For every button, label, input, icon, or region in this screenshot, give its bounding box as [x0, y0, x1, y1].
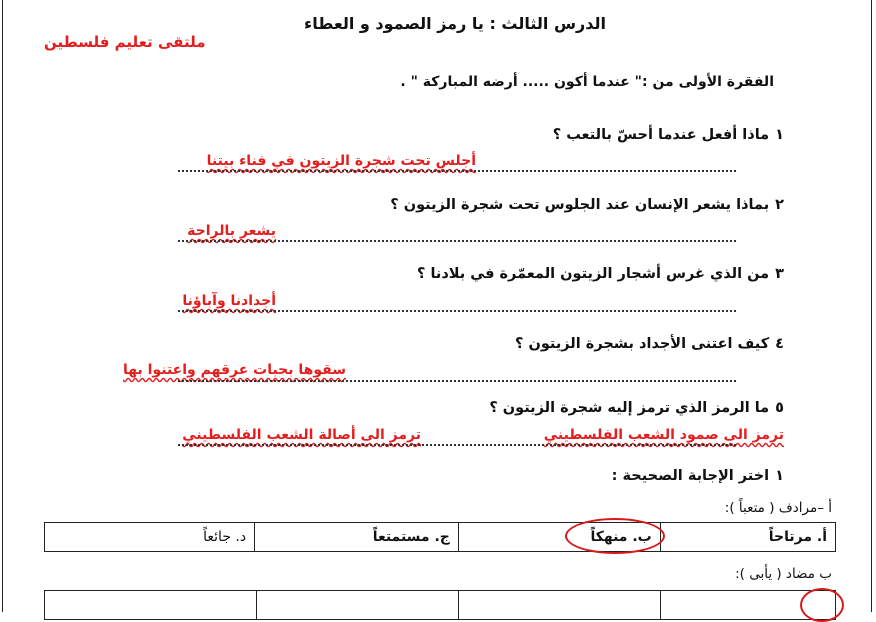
question-2	[390, 197, 784, 213]
question-4	[515, 336, 784, 352]
page-frame	[2, 0, 872, 612]
question-3	[417, 266, 784, 282]
answer-line-3	[178, 308, 736, 312]
option-c[interactable]	[256, 591, 458, 620]
answer-5b[interactable]: ترمز الى صمود الشعب الفلسطيني	[543, 427, 784, 443]
question-number: ٣	[775, 266, 784, 282]
watermark-label: ملتقى تعليم فلسطين	[44, 33, 206, 51]
answer-line-1	[178, 168, 736, 172]
question-5	[489, 400, 784, 416]
question-text: ماذا أفعل عندما أحسّ بالتعب ؟	[552, 127, 770, 143]
question-text: كيف اعتنى الأجداد بشجرة الزيتون ؟	[514, 336, 770, 352]
question-text: بماذا يشعر الإنسان عند الجلوس تحت شجرة الزيتون ؟	[390, 197, 770, 213]
question-text: ما الرمز الذي ترمز إليه شجرة الزيتون ؟	[489, 400, 770, 416]
passage-intro: الفقرة الأولى من :" عندما أكون ..... أرضه المباركة " .	[400, 74, 774, 90]
answer-line-2	[178, 238, 736, 242]
question-1	[553, 127, 784, 143]
answer-1[interactable]: أجلس تحت شجرة الزيتون في فناء بيتنا	[206, 153, 476, 169]
selected-answer-circle-b	[800, 588, 844, 622]
answer-4[interactable]: سقوها بحبات عرقهم واعتنوا بها	[123, 362, 346, 378]
option-b[interactable]: ب. منهكاً	[458, 523, 660, 552]
mcq-title	[612, 468, 784, 484]
mcq-b-label: ب مضاد ( يأبى ):	[735, 566, 832, 582]
option-a[interactable]: أ. مرتاحاً	[660, 523, 835, 552]
question-number: ٥	[775, 400, 784, 416]
question-number: ٢	[775, 197, 784, 213]
selected-answer-circle	[565, 518, 665, 554]
answer-2[interactable]: يشعر بالراحة	[187, 223, 276, 239]
mcq-a-label: أ –مرادف ( متعباً ):	[724, 500, 832, 516]
option-d[interactable]	[45, 591, 257, 620]
mcq-a-options	[44, 522, 836, 552]
mcq-title-text: اختر الإجابة الصحيحة :	[611, 468, 770, 484]
answer-3[interactable]: أجدادنا وآباؤنا	[182, 293, 276, 309]
option-b[interactable]	[459, 591, 661, 620]
option-c[interactable]: ج. مستمتعاً	[255, 523, 459, 552]
lesson-title: الدرس الثالث : يا رمز الصمود و العطاء	[304, 14, 606, 33]
question-number: ٤	[775, 336, 784, 352]
mcq-b-options	[44, 590, 836, 620]
mcq-number: ١	[775, 468, 784, 484]
answer-5a[interactable]: ترمز الى أصالة الشعب الفلسطيني	[182, 427, 421, 443]
question-text: من الذي غرس أشجار الزيتون المعمّرة في بلادنا ؟	[416, 266, 770, 282]
question-number: ١	[775, 127, 784, 143]
answer-line-4	[178, 378, 736, 382]
option-d[interactable]: د. جائعاً	[45, 523, 255, 552]
answer-line-5	[178, 442, 736, 446]
